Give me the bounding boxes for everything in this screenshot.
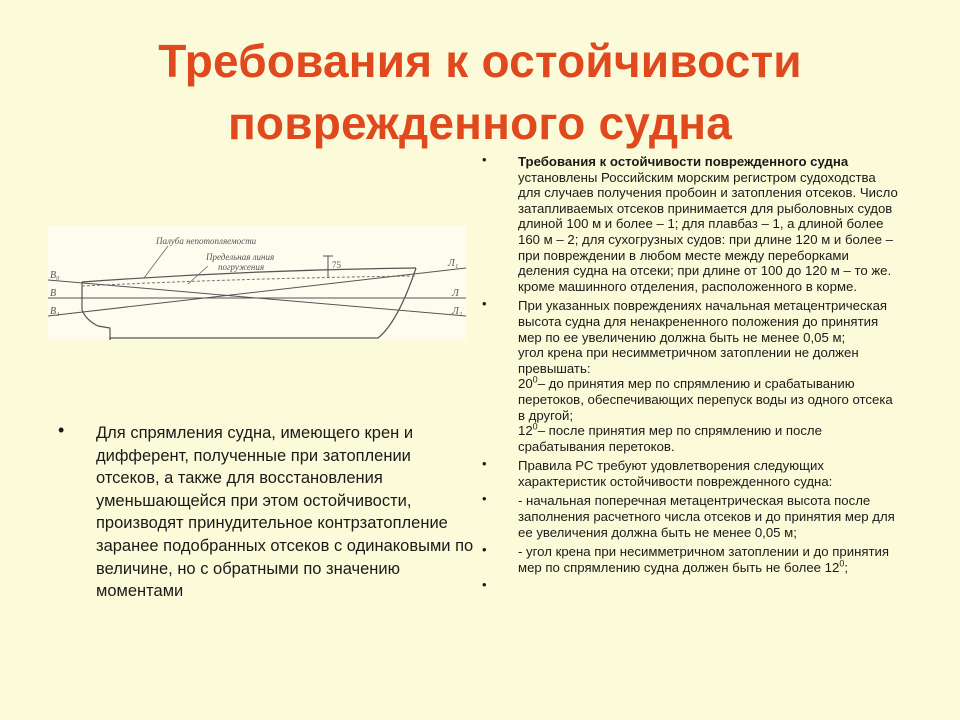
- ship-stability-diagram: [48, 226, 466, 340]
- list-item: [480, 544, 900, 575]
- item2-a: При указанных повреждениях начальная метацентрическая высота судна для ненакрененного положения до принятия мер по ее увеличению должна быть не менее 0,05 м;: [518, 298, 888, 345]
- label-L: Л: [452, 288, 459, 299]
- bullet-marker: •: [58, 420, 65, 440]
- item1-text: установлены Российским морским регистром судоходства для случаев получения пробоин и затопления отсеков. Число затапливаемых отсеков принимается для рыболовных судов длиной 100 м и более – 1; для плавбаз – 1, а длиной более 160 м – 2; для сухогрузных судов: при длине 120 м и более – при повреждении в любом месте между переборками деления судна на отсеки; при длине от 100 до 120 м – то же. кроме машинного отделения, расположенного в корме.: [518, 169, 898, 294]
- item5-b: ;: [844, 559, 849, 575]
- item2-c-num: 20: [518, 376, 533, 392]
- bullet-marker: •: [482, 577, 487, 593]
- item1-bold: Требования к остойчивости поврежденного судна: [518, 154, 849, 169]
- left-paragraph: Для спрямления судна, имеющего крен и дифферент, полученные при затоплении отсеков, а также для восстановления уменьшающейся при этом остойчивости, производят принудительное контрзатопление заранее подобранных отсеков с одинаковыми по величине, но с обратными по значению моментами: [96, 424, 474, 601]
- bullet-marker: •: [482, 542, 487, 558]
- limit-line: [82, 276, 416, 286]
- bullet-marker: •: [482, 491, 487, 507]
- right-bullet-list: [480, 154, 900, 599]
- label-L2: Л₂: [452, 306, 463, 317]
- item2-c-sup: 0: [532, 374, 538, 385]
- label-dim: 75: [332, 260, 341, 270]
- item2-d: – после принятия мер по спрямлению и после срабатывания перетоков.: [518, 423, 822, 454]
- list-item: [480, 458, 900, 489]
- item2-d-num: 12: [518, 423, 533, 439]
- slide-title: [0, 30, 960, 154]
- item4: - начальная поперечная метацентрическая высота после заполнения расчетного числа отсеков и до принятия мер для ее увеличения должна быть не менее 0,05 м;: [518, 493, 895, 540]
- label-B0: B₀: [50, 270, 60, 281]
- list-item: [480, 298, 900, 454]
- label-limit-1: Предельная линия: [206, 252, 275, 262]
- item2-d-sup: 0: [532, 421, 538, 432]
- bullet-marker: •: [482, 152, 487, 167]
- ship-diagram-svg: [48, 226, 466, 340]
- label-L1: Л₁: [448, 258, 459, 269]
- bullet-marker: •: [482, 296, 487, 312]
- list-item: [480, 154, 900, 294]
- list-item: [480, 579, 900, 595]
- left-bullet-block: [58, 422, 478, 603]
- item3: Правила РС требуют удовлетворения следующих характеристик остойчивости поврежденного судна:: [518, 458, 833, 489]
- label-B1: B₁: [50, 306, 60, 317]
- deck-leader: [144, 246, 168, 278]
- item5-sup: 0: [839, 558, 845, 569]
- title-line-2: поврежденного судна: [227, 97, 733, 149]
- bullet-marker: •: [482, 456, 487, 472]
- label-B: B: [50, 288, 57, 299]
- item5-a: - угол крена при несимметричном затоплении и до принятия мер по спрямлению судна должен быть не более 12: [518, 544, 890, 575]
- label-deck: Палуба непотопляемости: [156, 236, 257, 246]
- title-line-1: Требования к остойчивости: [158, 35, 802, 87]
- waterline-B1-L1: [48, 268, 466, 316]
- label-limit-2: погружения: [218, 262, 265, 272]
- item2-c: – до принятия мер по спрямлению и срабатыванию перетоков, обеспечивающих перепуск воды из одного отсека в другой;: [518, 376, 893, 423]
- list-item: [480, 493, 900, 540]
- item2-b: угол крена при несимметричном затоплении не должен превышать:: [518, 345, 859, 376]
- hull-stern: [82, 282, 110, 340]
